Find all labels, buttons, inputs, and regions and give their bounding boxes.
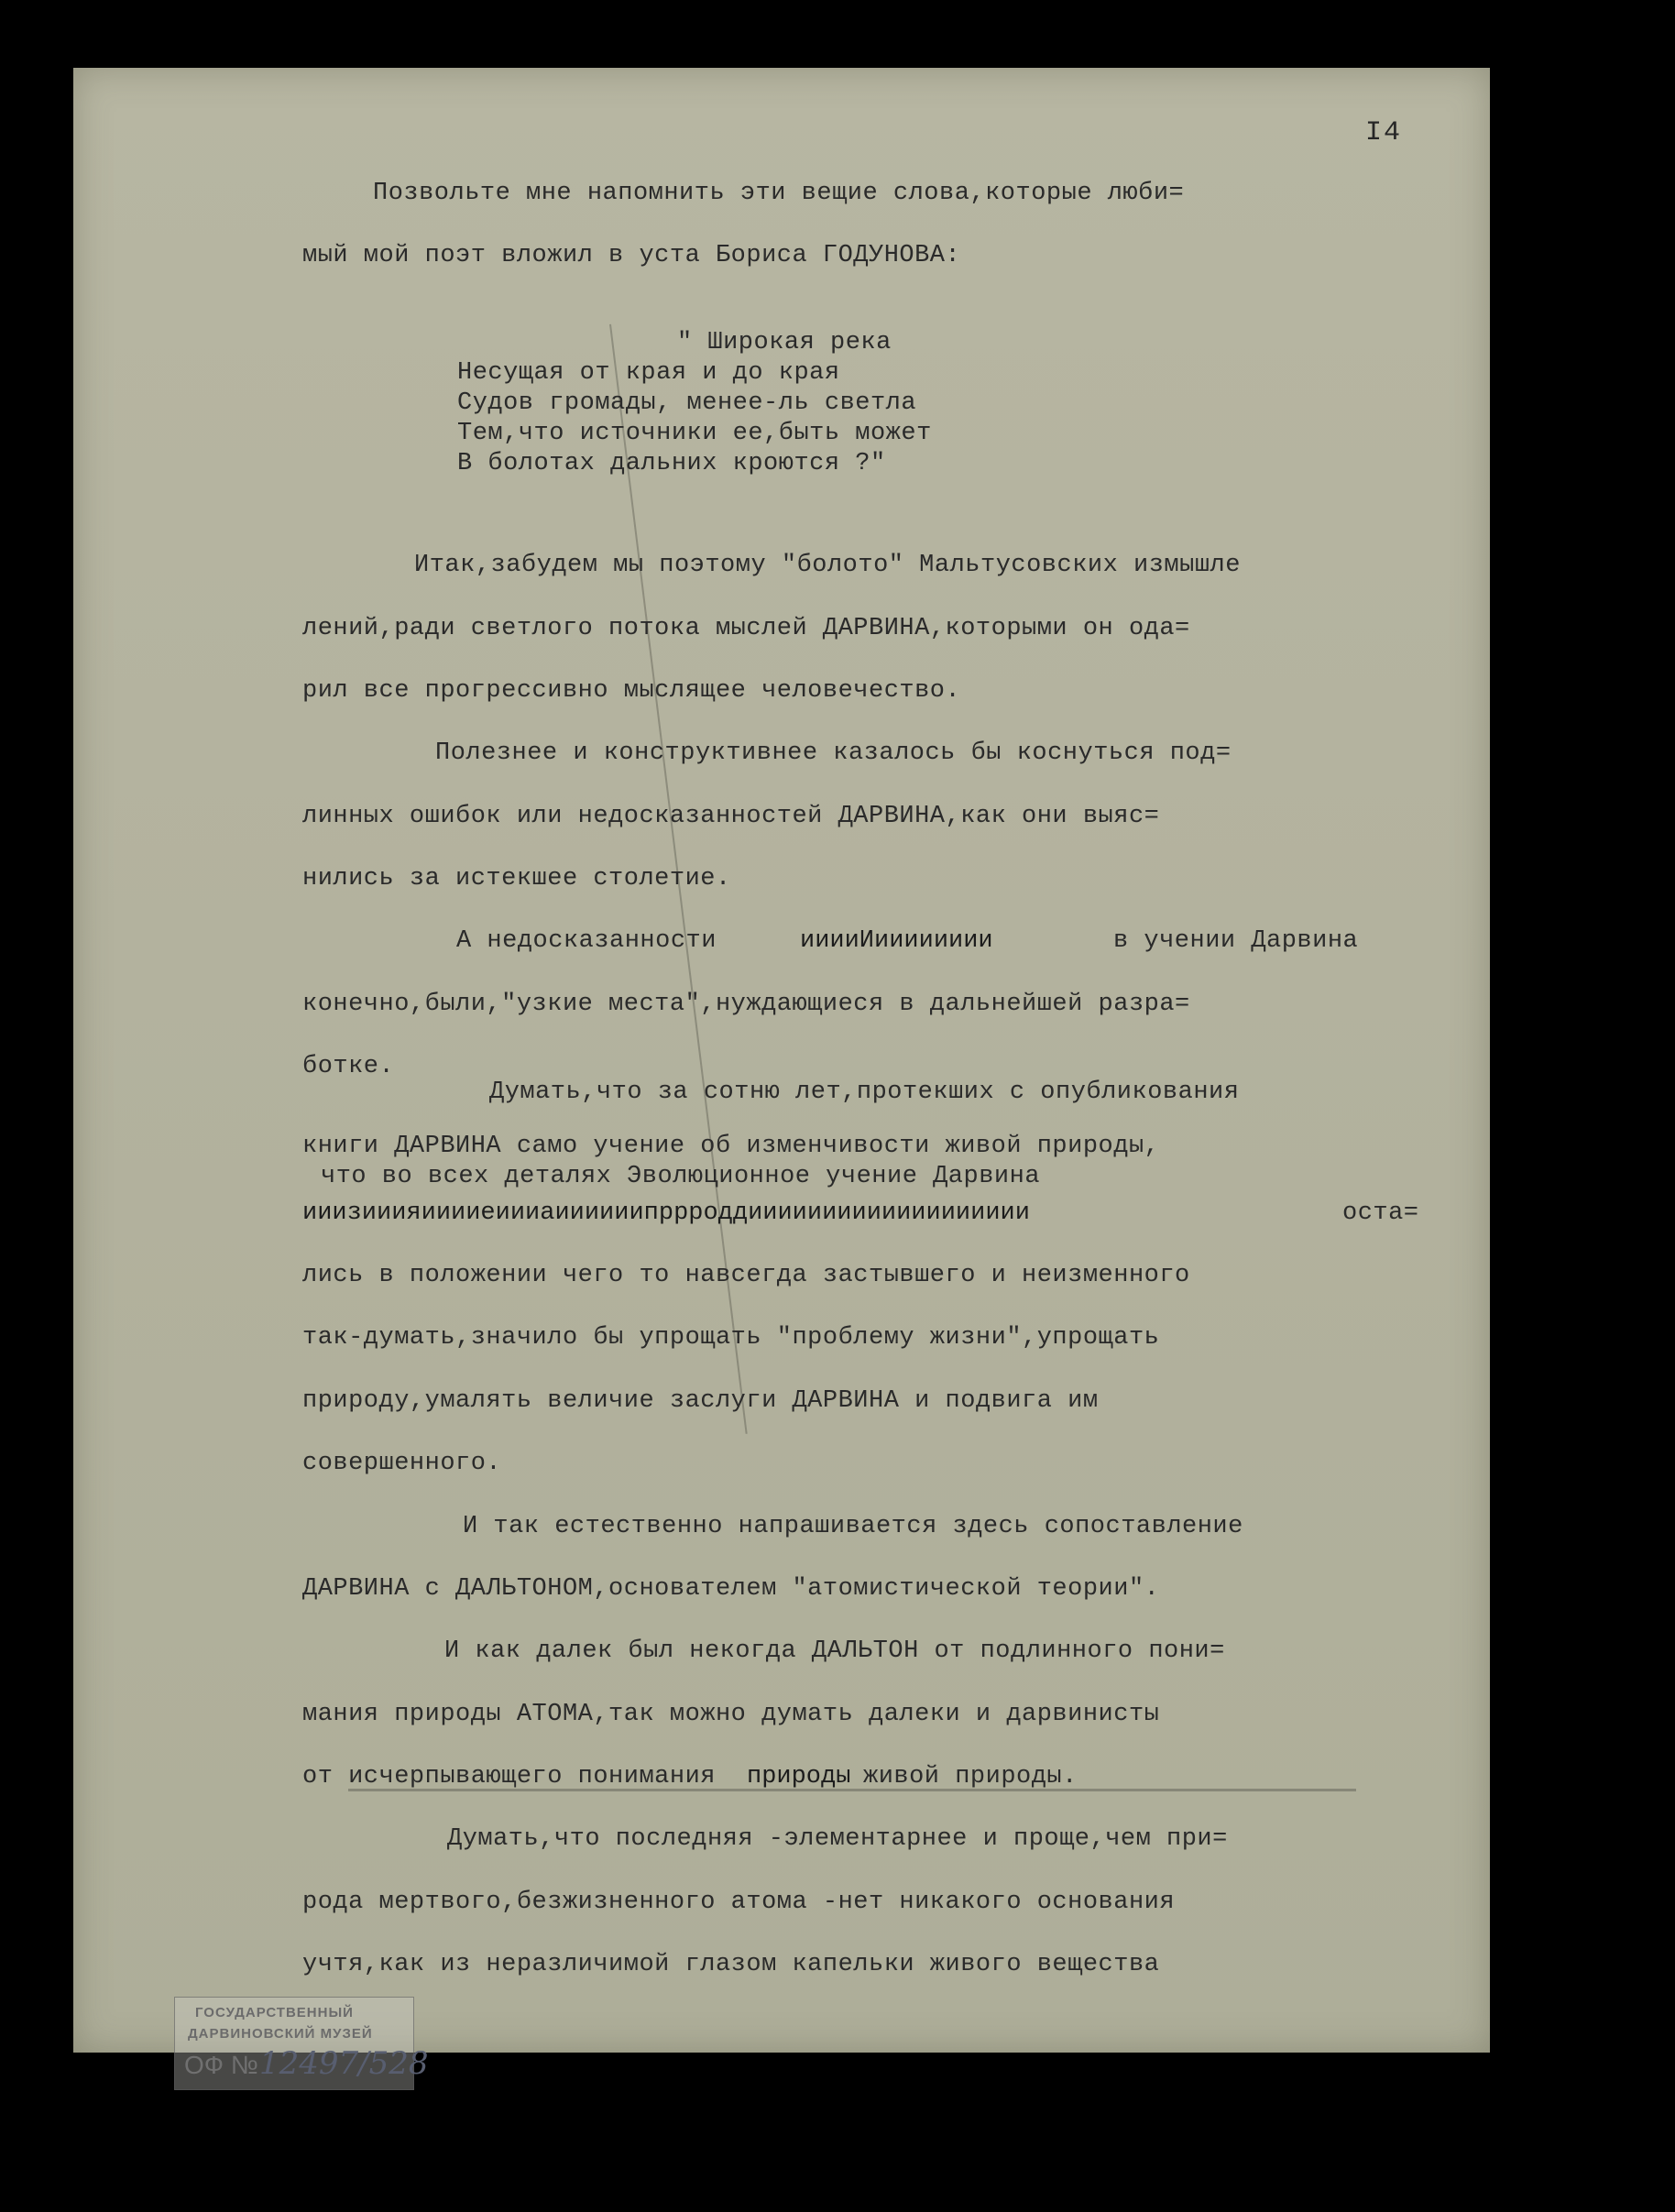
text-line: так-думать,значило бы упрощать "проблему жизни",упрощать <box>302 1324 1160 1352</box>
text-line: лений,ради светлого потока мыслей ДАРВИНА,которыми он ода= <box>302 615 1190 642</box>
text-line: от исчерпывающего понимания <box>302 1763 716 1790</box>
text-line: Позвольте мне напомнить эти вещие слова,которые люби= <box>373 180 1185 207</box>
stamp-museum-name: ДАРВИНОВСКИЙ МУЗЕЙ <box>188 2026 373 2042</box>
text-line: Полезнее и конструктивнее казалось бы коснуться под= <box>435 739 1232 767</box>
text-line: Думать,что за сотню лет,протекших с опубликования <box>489 1079 1240 1106</box>
poem-line: Тем,что источники ее,быть может <box>457 420 932 447</box>
text-line: мый мой поэт вложил в уста Бориса ГОДУНОВА: <box>302 242 961 269</box>
text-line: живой природы. <box>863 1763 1078 1790</box>
stamp-label: ОФ № <box>184 2051 258 2079</box>
struck-text: ииизииияииииеиииаиииииипррроддиииииииииииииииииии <box>302 1199 1030 1227</box>
text-line: лись в положении чего то навсегда застывшего и неизменного <box>302 1262 1190 1289</box>
text-line: ДАРВИНА с ДАЛЬТОНОМ,основателем "атомистической теории". <box>302 1575 1160 1603</box>
document-page <box>73 68 1490 2082</box>
museum-stamp <box>174 1997 429 2090</box>
text-line: рода мертвого,безжизненного атома -нет никакого основания <box>302 1889 1176 1916</box>
stamp-museum-name: ГОСУДАРСТВЕННЫЙ <box>195 2005 354 2020</box>
text-line: оста= <box>1342 1199 1419 1227</box>
text-line: линных ошибок или недосказанностей ДАРВИНА,как они выяс= <box>302 803 1160 830</box>
text-line: мания природы АТОМА,так можно думать далеки и дарвинисты <box>302 1701 1160 1728</box>
pencil-underline <box>348 1789 1356 1791</box>
text-line: природу,умалять величие заслуги ДАРВИНА и подвига им <box>302 1387 1099 1415</box>
text-line: ботке. <box>302 1053 395 1080</box>
text-line: совершенного. <box>302 1450 502 1477</box>
text-line: рил все прогрессивно мыслящее человечество. <box>302 677 961 705</box>
text-line: книги ДАРВИНА само учение об изменчивости живой природы, <box>302 1133 1160 1160</box>
text-line: И как далек был некогда ДАЛЬТОН от подлинного пони= <box>444 1637 1225 1665</box>
text-line: конечно,были,"узкие места",нуждающиеся в дальнейшей разра= <box>302 991 1190 1018</box>
poem-line: " Широкая река <box>677 329 892 356</box>
text-line: А недосказанности <box>456 927 717 955</box>
text-line: что во всех деталях Эволюционное учение Дарвина <box>321 1163 1041 1190</box>
text-line: учтя,как из неразличимой глазом капельки живого вещества <box>302 1951 1160 1978</box>
text-line: в учении Дарвина <box>1113 927 1359 955</box>
poem-line: Несущая от края и до края <box>457 359 840 387</box>
poem-line: В болотах дальних кроются ?" <box>457 450 886 477</box>
stamp-inventory-number: 12497/528 <box>259 2045 429 2082</box>
text-line: нились за истекшее столетие. <box>302 865 731 892</box>
text-line: Думать,что последняя -элементарнее и проще,чем при= <box>447 1825 1228 1853</box>
struck-text: ииииИииииииии <box>800 927 993 955</box>
text-line: Итак,забудем мы поэтому "болото" Мальтусовских измышле <box>414 552 1241 579</box>
struck-text: природы <box>747 1763 851 1790</box>
text-line: И так естественно напрашивается здесь сопоставление <box>463 1513 1243 1540</box>
page-number: I4 <box>1365 117 1403 148</box>
poem-line: Судов громады, менее-ль светла <box>457 389 917 417</box>
